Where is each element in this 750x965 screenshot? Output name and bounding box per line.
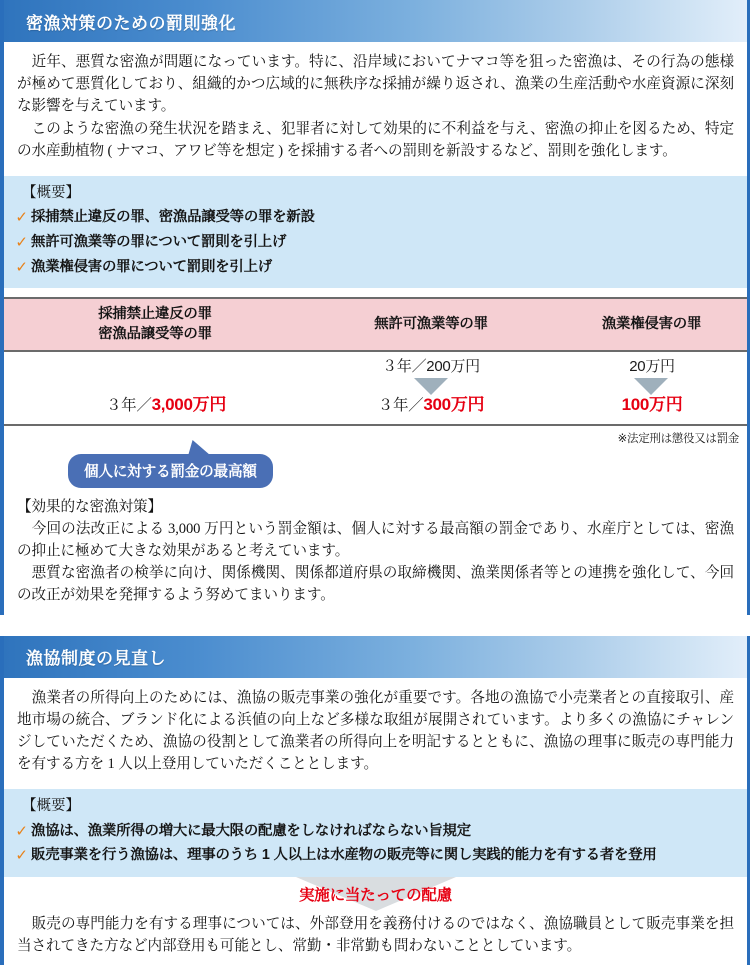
table-cell-after-col2-prefix: ３年／ [377,396,424,414]
section-divider [0,615,750,636]
check-icon: ✓ [15,208,28,227]
table-footnote: ※法定刑は懲役又は罰金 [617,432,739,445]
table-header-row [4,297,747,351]
overview-box-2 [4,789,747,877]
overview-box-1 [4,176,747,289]
list-item-label: 販売事業を行う漁協は、理事のうち 1 人以上は水産物の販売等に関し実践的能力を有する者を登用 [31,847,657,864]
section-1-intro [4,42,747,170]
check-icon: ✓ [15,232,28,251]
section-title-2: 漁協制度の見直し [26,649,166,669]
overview-label: 【概要】 [22,798,80,815]
check-icon: ✓ [15,257,28,276]
table-cell-after-col1-value: 3,000万円 [151,394,227,414]
table-cell-after-col1-prefix: ３年／ [105,396,152,414]
table-cell-after-col3 [556,390,748,415]
callout-bubble [68,454,273,488]
list-item [12,256,747,279]
list-item-label: 採捕禁止違反の罪、密漁品譲受等の罪を新設 [31,209,315,226]
paragraph: このような密漁の発生状況を踏まえ、犯罪者に対して効果的に不利益を与え、密漁の抑止を図るため、特定の水産動植物 ( ナマコ、アワビ等を想定 ) を採捕する者への罰則を新設するなど、罰則を強化します。 [17,120,735,159]
table-cell-after-col1 [26,390,306,415]
list-item [12,206,747,229]
section-2-intro [4,678,747,784]
table-header-cell-2 [306,299,556,349]
list-item [12,820,747,843]
list-item-label: 漁協は、漁業所得の増大に最大限の配慮をしなければならない旨規定 [31,822,471,839]
section-header-banner-1 [4,0,747,42]
check-icon: ✓ [15,846,28,865]
table-cell-after-col2-value: 300万円 [423,394,485,414]
table-header-cell-3 [556,299,747,349]
list-item [12,844,747,867]
section-1-closing [4,492,747,615]
table-header-cell-1 [4,299,306,349]
check-icon: ✓ [15,821,28,840]
section-fishery-coop-review [0,636,750,965]
penalty-table [4,297,747,491]
table-cell-before-col2: ３年／200万円 [382,357,480,375]
list-item-label: 無許可漁業等の罪について罰則を引上げ [31,233,287,250]
overview-label: 【概要】 [22,184,80,201]
list-item [12,231,747,254]
table-header-cell-1-line1: 採捕禁止違反の罪 [98,306,212,323]
paragraph: 悪質な密漁者の検挙に向け、関係機関、関係都道府県の取締機関、漁業関係者等との連携を強化して、今回の改正が効果を発揮するよう努めてまいります。 [17,565,734,604]
table-header-cell-3-label: 漁業権侵害の罪 [601,316,702,333]
emphasis-banner [4,877,747,911]
paragraph: 今回の法改正による 3,000 万円という罰金額は、個人に対する最高額の罰金であり、水産庁としては、密漁の抑止に極めて大きな効果があると考えています。 [17,520,735,560]
closing-label: 【効果的な密漁対策】 [17,498,162,515]
callout-area [4,446,747,492]
section-title-1: 密漁対策のための罰則強化 [26,13,236,33]
table-cell-after-col2 [306,390,556,415]
table-body [4,352,747,426]
paragraph: 販売の専門能力を有する理事については、外部登用を義務付けるのではなく、漁協職員として販売事業を担当されてきた方など内部登用も可能とし、常勤・非常勤も問わないこととしています。 [17,916,734,955]
paragraph: 近年、悪質な密漁が問題になっています。特に、沿岸域においてナマコ等を狙った密漁は、その行為の態様が極めて悪質化しており、組織的かつ広域的に無秩序な採捕が繰り返され、漁業の生産活動や水産資源に深刻な影響を与えています。 [17,54,734,115]
callout-tail-icon [187,440,218,458]
table-cell-before-col3: 20万円 [629,357,675,375]
paragraph: 漁業者の所得向上のためには、漁協の販売事業の強化が重要です。各地の漁協で小売業者との直接取引、産地市場の統合、ブランド化による浜値の向上など多様な取組が展開されています。より多くの漁協にチャレンジしていただくため、漁協の役割として漁業者の所得向上を明記するとともに、漁協の理事に販売の専門能力を有する方を 1 人以上登用していただくこととします。 [17,689,734,773]
callout-label: 個人に対する罰金の最高額 [84,463,257,480]
table-header-cell-2-label: 無許可漁業等の罪 [374,316,488,333]
table-header-cell-1-line2: 密漁品譲受等の罪 [98,325,212,342]
section-2-closing [4,911,747,965]
emphasis-label: 実施に当たっての配慮 [298,887,452,905]
table-cell-after-col3-value: 100万円 [621,394,683,414]
list-item-label: 漁業権侵害の罪について罰則を引上げ [31,258,272,275]
section-header-banner-2 [4,636,747,678]
